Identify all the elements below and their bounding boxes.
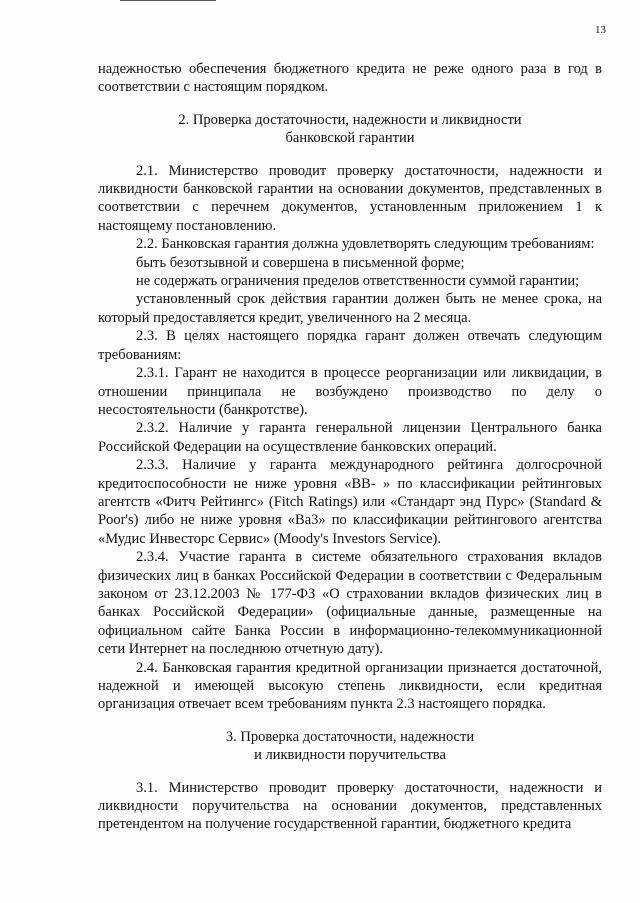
list-item: быть безотзывной и совершена в письменной форме; [136, 254, 465, 271]
heading-line: 2. Проверка достаточности, надежности и ликвидности [178, 111, 522, 128]
paragraph-continuation: надежностью обеспечения бюджетного кредита не реже одного раза в год в соответствии с настоящим порядком. [98, 61, 602, 96]
heading-line: 3. Проверка достаточности, надежности [225, 728, 475, 745]
paragraph-2-3: 2.3. В целях настоящего порядка гарант должен отвечать следующим требованиям: [98, 328, 602, 363]
paragraph-2-4: 2.4. Банковская гарантия кредитной организации признается достаточной, надежной и имеющей высокую степень ликвидности, если кредитная организация отвечает всем требованиям пункта 2.3 настоящего порядка. [98, 659, 602, 713]
section-heading-2 [98, 111, 602, 148]
document-body [98, 60, 602, 834]
paragraph-2-3-4: 2.3.4. Участие гаранта в системе обязательного страхования вкладов физических лиц в банках Российской Федерации в соответствии с Федеральным законом от 23.12.2003 № 177-ФЗ «О страховании вкладов физических лиц в банках Российской Федерации» (официальные данные, размещенные на официальном сайте Банка России в информационно-телекоммуникационной сети Интернет на последнюю отчетную дату). [98, 549, 602, 658]
paragraph-2-3-3: 2.3.3. Наличие у гаранта международного рейтинга долгосрочной кредитоспособности не ниже уровня «BB- » по классификации рейтинговых агентств «Фитч Рейтингс» (Fitch Ratings) или «Стандарт энд Пурс» (Standard & Poor's) либо не ниже уровня «Ba3» по классификации рейтингового агентства «Мудис Инвесторс Сервис» (Moody's Investors Service). [98, 457, 602, 547]
page-number: 13 [595, 24, 606, 36]
paragraph-2-2: 2.2. Банковская гарантия должна удовлетворять следующим требованиям: [136, 236, 595, 253]
scan-edge-line [120, 0, 216, 1]
list-item: установленный срок действия гарантии должен быть не менее срока, на который предоставляется кредит, увеличенного на 2 месяца. [98, 291, 602, 326]
paragraph-2-3-1: 2.3.1. Гарант не находится в процессе реорганизации или ликвидации, в отношении принципала не возбуждено производство по делу о несостоятельности (банкротстве). [98, 365, 602, 418]
list-item: не содержать ограничения пределов ответственности суммой гарантии; [136, 273, 580, 290]
paragraph-3-1: 3.1. Министерство проводит проверку достаточности, надежности и ликвидности поручительства на основании документов, представленных претендентом на получение государственной гарантии, бюджетного кредита [98, 779, 602, 833]
section-heading-3 [98, 728, 602, 765]
heading-line: банковской гарантии [285, 130, 415, 147]
heading-line: и ликвидности поручительства [254, 747, 446, 764]
paragraph-2-1: 2.1. Министерство проводит проверку достаточности, надежности и ликвидности банковской гарантии на основании документов, представленных в соответствии с перечнем документов, установленным приложением 1 к настоящему постановлению. [98, 162, 602, 234]
paragraph-2-3-2: 2.3.2. Наличие у гаранта генеральной лицензии Центрального банка Российской Федерации на осуществление банковских операций. [98, 420, 602, 455]
